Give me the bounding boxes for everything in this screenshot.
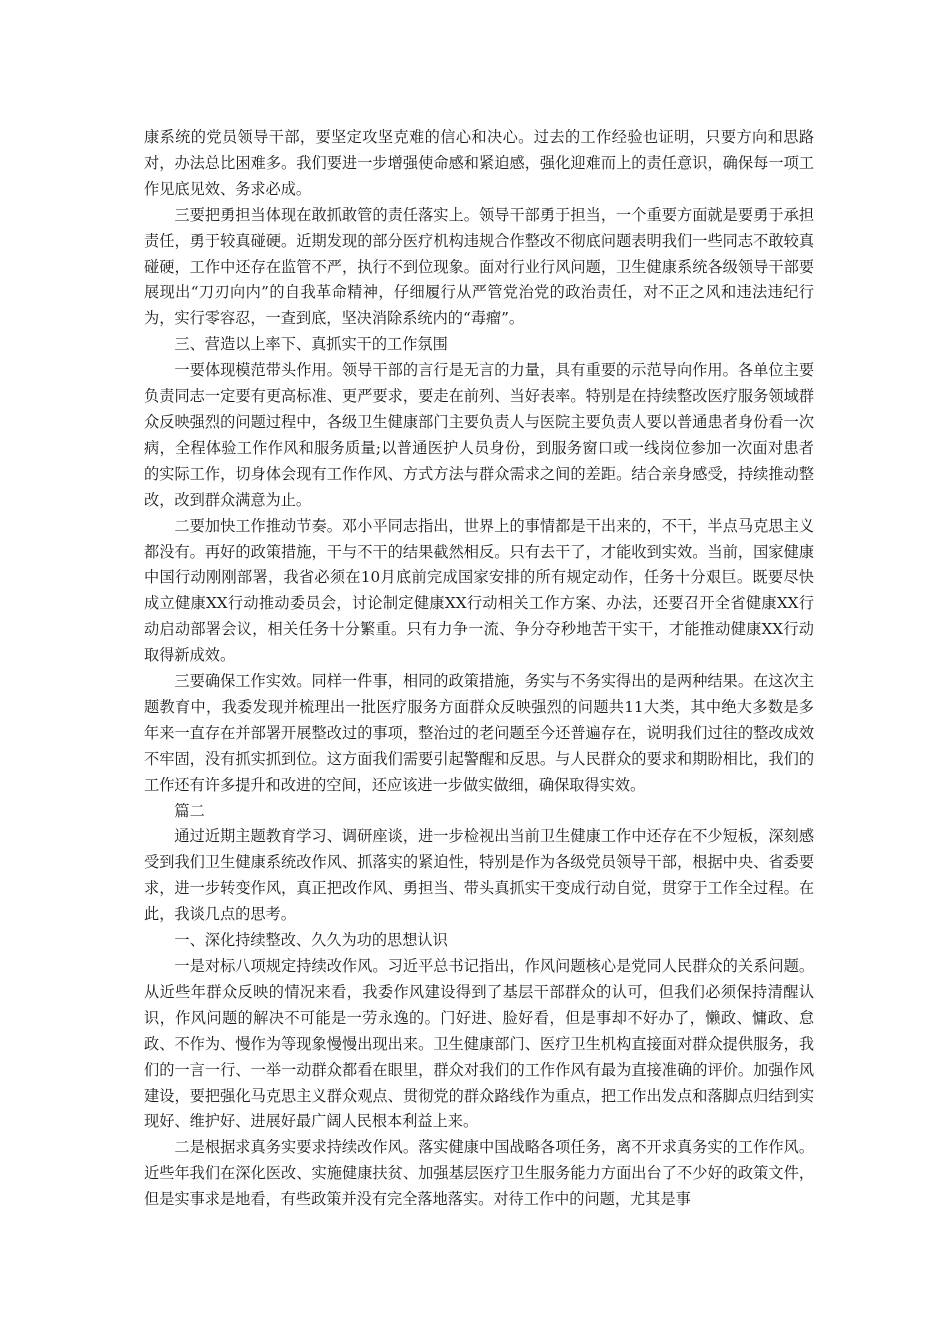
section-heading-3: 三、营造以上率下、真抓实干的工作氛围	[174, 335, 448, 354]
paragraph-responsibility: 三要把勇担当体现在敢抓敢管的责任落实上。领导干部勇于担当，一个重要方面就是要勇于承担责任，勇于较真碰硬。近期发现的部分医疗机构违规合作整改不彻底问题表明我们一些同志不敢较真碰硬，工作中还存在监管不严，执行不到位现象。面对行业行风问题，卫生健康系统各级领导干部要展现出“刀刃向内”的自我革命精神，仔细履行从严管党治党的政治责任，对不正之风和违法违纪行为，实行零容忍，一查到底，坚决消除系统内的“毒瘤”。	[144, 205, 814, 328]
part-heading-2: 篇二	[174, 801, 205, 820]
paragraph-pragmatic: 二是根据求真务实要求持续改作风。落实健康中国战略各项任务，离不开求真务实的工作作风。近些年我们在深化医改、实施健康扶贫、加强基层医疗卫生服务能力方面出台了不少好的政策文件，但是实事求是地看，有些政策并没有完全落地落实。对待工作中的问题，尤其是事	[144, 1138, 814, 1209]
document-page	[144, 125, 814, 1213]
paragraph-effectiveness: 三要确保工作实效。同样一件事，相同的政策措施，务实与不务实得出的是两种结果。在这次主题教育中，我委发现并梳理出一批医疗服务方面群众反映强烈的问题共11大类，其中绝大多数是多年来一直存在并部署开展整改过的事项，整治过的老问题至今还普遍存在，说明我们过往的整改成效不牢固，没有抓实抓到位。这方面我们需要引起警醒和反思。与人民群众的要求和期盼相比，我们的工作还有许多提升和改进的空间，还应该进一步做实做细，确保取得实效。	[144, 672, 814, 794]
paragraph-role-model: 一要体现模范带头作用。领导干部的言行是无言的力量，具有重要的示范导向作用。各单位主要负责同志一定要有更高标准、更严要求，要走在前列、当好表率。特别是在持续整改医疗服务领域群众反映强烈的问题过程中，各级卫生健康部门主要负责人与医院主要负责人要以普通患者身份看一次病，全程体验工作作风和服务质量;以普通医护人员身份，到服务窗口或一线岗位参加一次面对患者的实际工作，切身体会现有工作作风、方式方法与群众需求之间的差距。结合亲身感受，持续推动整改，改到群众满意为止。	[144, 361, 814, 509]
paragraph-continued: 康系统的党员领导干部，要坚定攻坚克难的信心和决心。过去的工作经验也证明，只要方向和思路对，办法总比困难多。我们要进一步增强使命感和紧迫感，强化迎难而上的责任意识，确保每一项工作见底见效、务求必成。	[144, 128, 814, 198]
section-heading-1: 一、深化持续整改、久久为功的思想认识	[174, 931, 448, 950]
paragraph-introduction: 通过近期主题教育学习、调研座谈，进一步检视出当前卫生健康工作中还存在不少短板，深刻感受到我们卫生健康系统改作风、抓落实的紧迫性，特别是作为各级党员领导干部，根据中央、省委要求，进一步转变作风，真正把改作风、勇担当、带头真抓实干变成行动自觉，贯穿于工作全过程。在此，我谈几点的思考。	[144, 827, 814, 924]
paragraph-work-pace: 二要加快工作推动节奏。邓小平同志指出，世界上的事情都是干出来的，不干，半点马克思主义都没有。再好的政策措施，干与不干的结果截然相反。只有去干了，才能收到实效。当前，国家健康中国行动刚刚部署，我省必须在10月底前完成国家安排的所有规定动作，任务十分艰巨。既要尽快成立健康XX行动推动委员会，讨论制定健康XX行动相关工作方案、办法，还要召开全省健康XX行动启动部署会议，相关任务十分繁重。只有力争一流、争分夺秒地苦干实干，才能推动健康XX行动取得新成效。	[144, 516, 814, 665]
paragraph-eight-rules: 一是对标八项规定持续改作风。习近平总书记指出，作风问题核心是党同人民群众的关系问题。从近些年群众反映的情况来看，我委作风建设得到了基层干部群众的认可，但我们必须保持清醒认识，作风问题的解决不可能是一劳永逸的。门好进、脸好看，但是事却不好办了，懒政、慵政、怠政、不作为、慢作为等现象慢慢出现出来。卫生健康部门、医疗卫生机构直接面对群众提供服务，我们的一言一行、一举一动群众都看在眼里，群众对我们的工作作风有最为直接准确的评价。加强作风建设，要把强化马克思主义群众观点、贯彻党的群众路线作为重点，把工作出发点和落脚点归结到实现好、维护好、进展好最广阔人民根本利益上来。	[144, 957, 814, 1131]
